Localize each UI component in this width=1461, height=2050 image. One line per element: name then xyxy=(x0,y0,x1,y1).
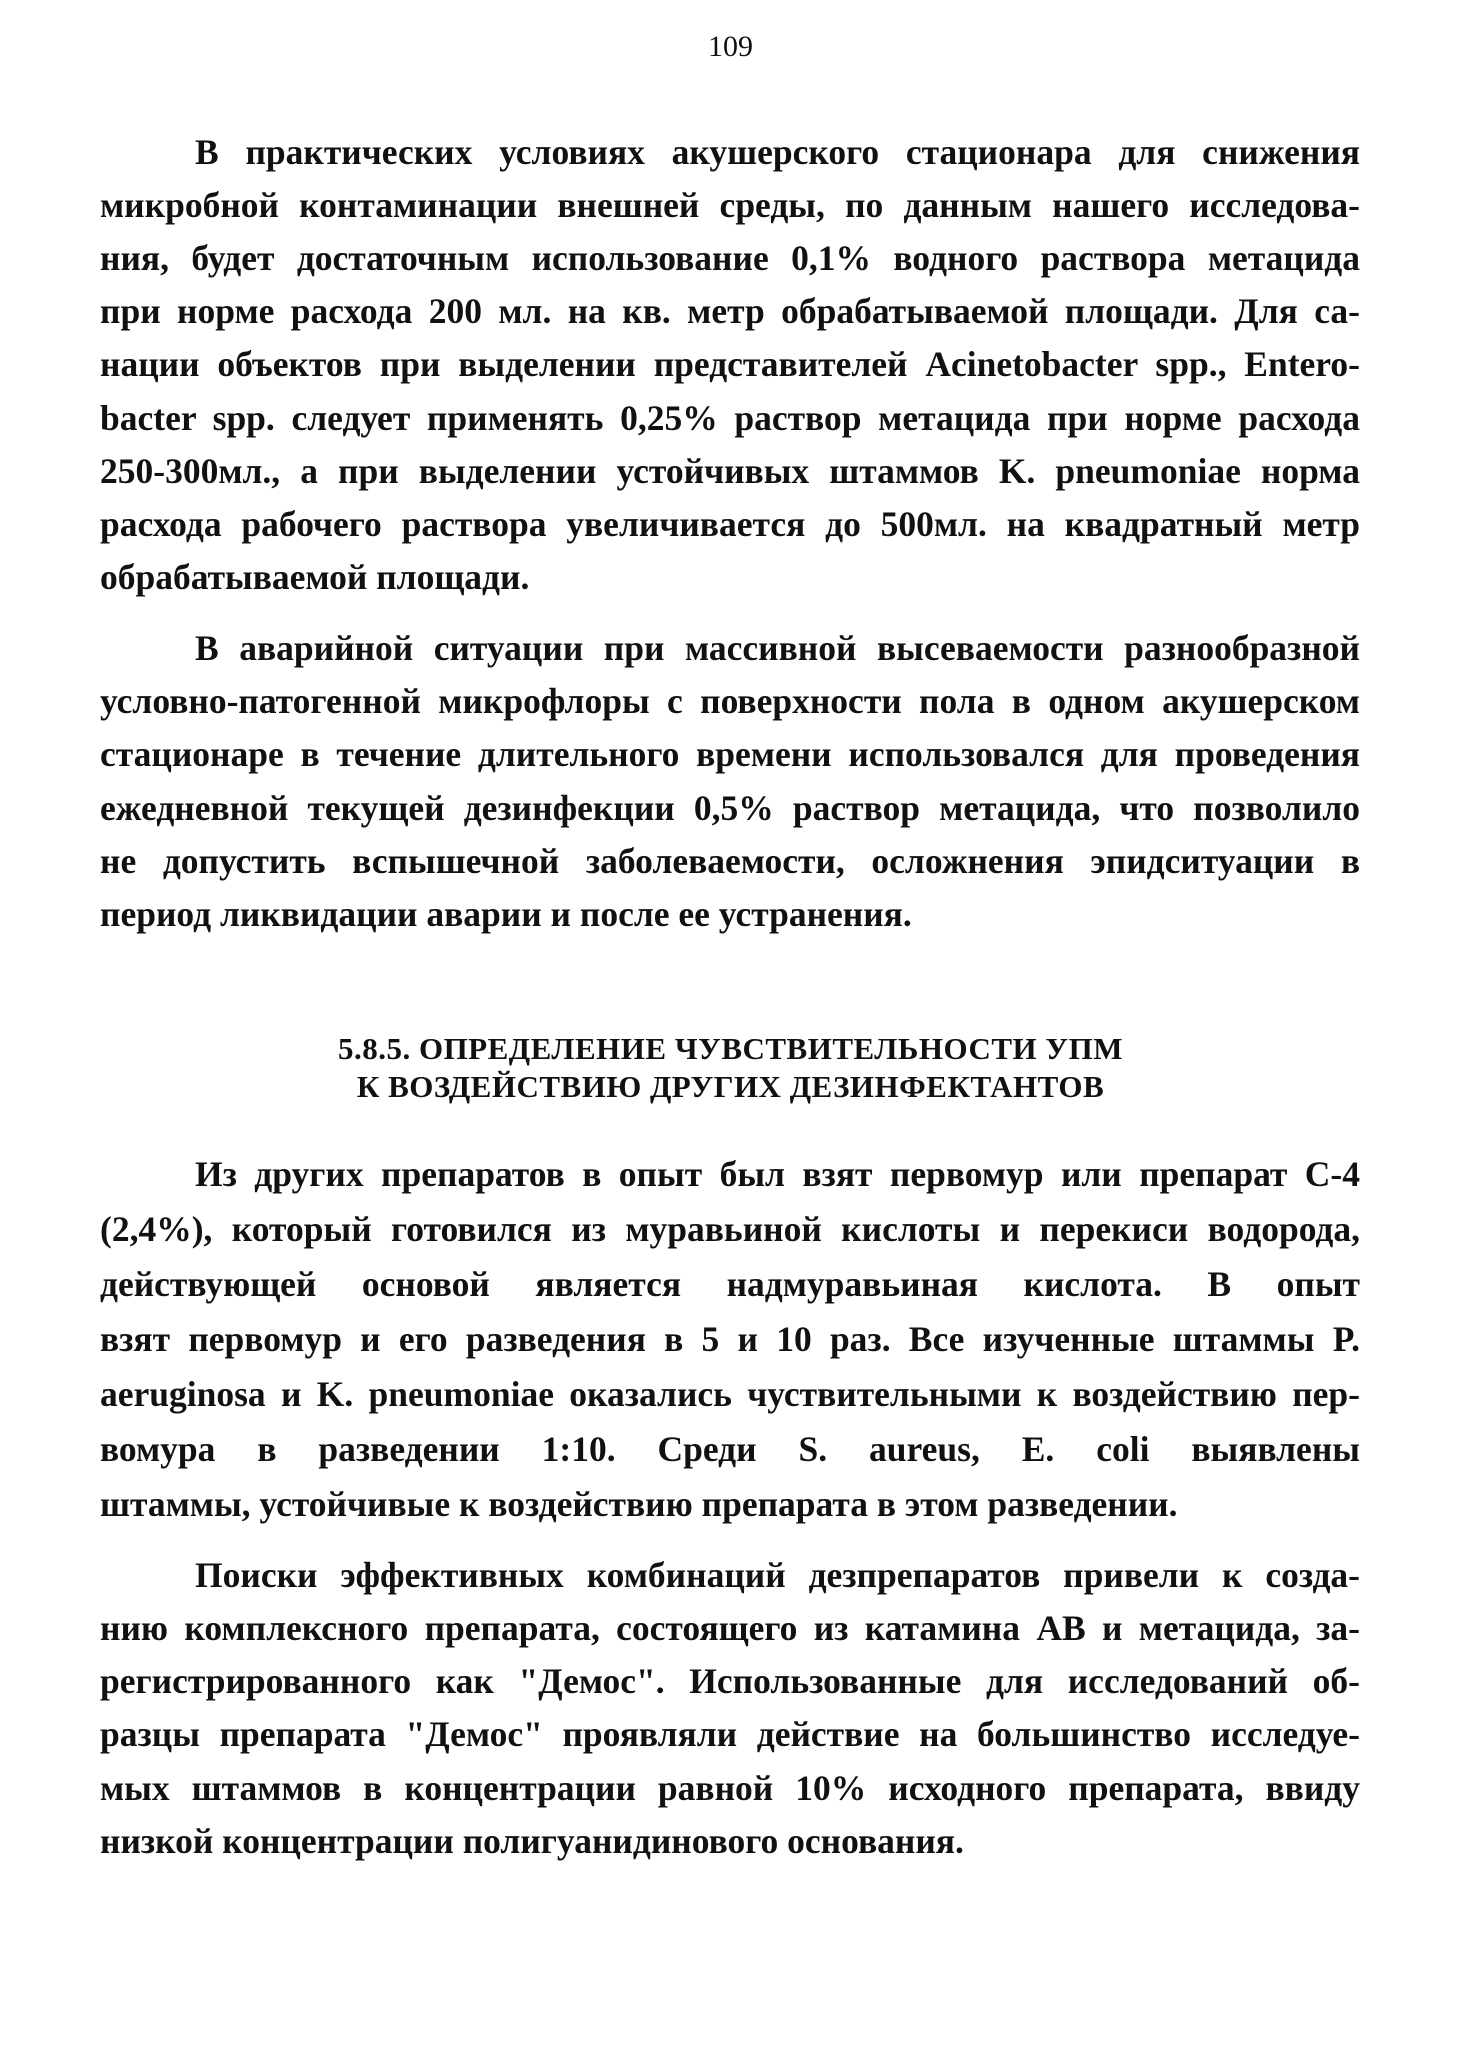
paragraph-2-line-1: В аварийной ситуации при массивной высеваемости разнообразной xyxy=(195,628,1360,668)
paragraph-2-line-4: ежедневной текущей дезинфекции 0,5% раствор метацида, что позволило xyxy=(100,788,1360,828)
paragraph-3-line-5: aeruginosa и K. pneumoniae оказались чуствительными к воздействию пер- xyxy=(100,1374,1360,1414)
paragraph-1-line-1: В практических условиях акушерского стационара для снижения xyxy=(195,132,1360,172)
paragraph-4-line-4: разцы препарата "Демос" проявляли действие на большинство исследуе- xyxy=(100,1714,1360,1754)
paragraph-2-line-2: условно-патогенной микрофлоры с поверхности пола в одном акушерском xyxy=(100,681,1360,721)
paragraph-1-line-6: bacter spp. следует применять 0,25% раствор метацида при норме расхода xyxy=(100,398,1360,438)
paragraph-3-line-2: (2,4%), который готовился из муравьиной кислоты и перекиси водорода, xyxy=(100,1209,1360,1249)
paragraph-1-line-9: обрабатываемой площади. xyxy=(100,557,530,597)
paragraph-1-line-4: при норме расхода 200 мл. на кв. метр обрабатываемой площади. Для са- xyxy=(100,291,1360,331)
paragraph-3-line-6: вомура в разведении 1:10. Среди S. aureus, E. coli выявлены xyxy=(100,1429,1360,1469)
paragraph-4-line-3: регистрированного как "Демос". Использованные для исследований об- xyxy=(100,1661,1360,1701)
paragraph-1-line-3: ния, будет достаточным использование 0,1% водного раствора метацида xyxy=(100,238,1360,278)
paragraph-1-line-8: расхода рабочего раствора увеличивается до 500мл. на квадратный метр xyxy=(100,504,1360,544)
section-heading-line-2: К ВОЗДЕЙСТВИЮ ДРУГИХ ДЕЗИНФЕКТАНТОВ xyxy=(356,1069,1105,1104)
paragraph-4-line-1: Поиски эффективных комбинаций дезпрепаратов привели к созда- xyxy=(195,1555,1360,1595)
paragraph-2-line-5: не допустить вспышечной заболеваемости, осложнения эпидситуации в xyxy=(100,841,1360,881)
section-heading-line-1: 5.8.5. ОПРЕДЕЛЕНИЕ ЧУВСТВИТЕЛЬНОСТИ УПМ xyxy=(337,1031,1124,1066)
paragraph-4-line-5: мых штаммов в концентрации равной 10% исходного препарата, ввиду xyxy=(100,1768,1360,1808)
paragraph-4-line-2: нию комплексного препарата, состоящего из катамина АВ и метацида, за- xyxy=(100,1608,1360,1648)
page-number: 109 xyxy=(708,30,753,63)
paragraph-3-line-3: действующей основой является надмуравьиная кислота. В опыт xyxy=(100,1264,1360,1304)
paragraph-1-line-7: 250-300мл., а при выделении устойчивых штаммов K. pneumoniae норма xyxy=(100,451,1360,491)
paragraph-2-line-3: стационаре в течение длительного времени использовался для проведения xyxy=(100,734,1360,774)
paragraph-3-line-4: взят первомур и его разведения в 5 и 10 раз. Все изученные штаммы P. xyxy=(100,1319,1360,1359)
paragraph-1-line-2: микробной контаминации внешней среды, по данным нашего исследова- xyxy=(100,185,1360,225)
paragraph-3-line-1: Из других препаратов в опыт был взят первомур или препарат С-4 xyxy=(195,1154,1360,1194)
paragraph-2-line-6: период ликвидации аварии и после ее устранения. xyxy=(100,894,912,934)
paragraph-3-line-7: штаммы, устойчивые к воздействию препарата в этом разведении. xyxy=(100,1484,1178,1524)
paragraph-1-line-5: нации объектов при выделении представителей Acinetobacter spp., Entero- xyxy=(100,344,1360,384)
paragraph-4-line-6: низкой концентрации полигуанидинового основания. xyxy=(100,1821,964,1861)
